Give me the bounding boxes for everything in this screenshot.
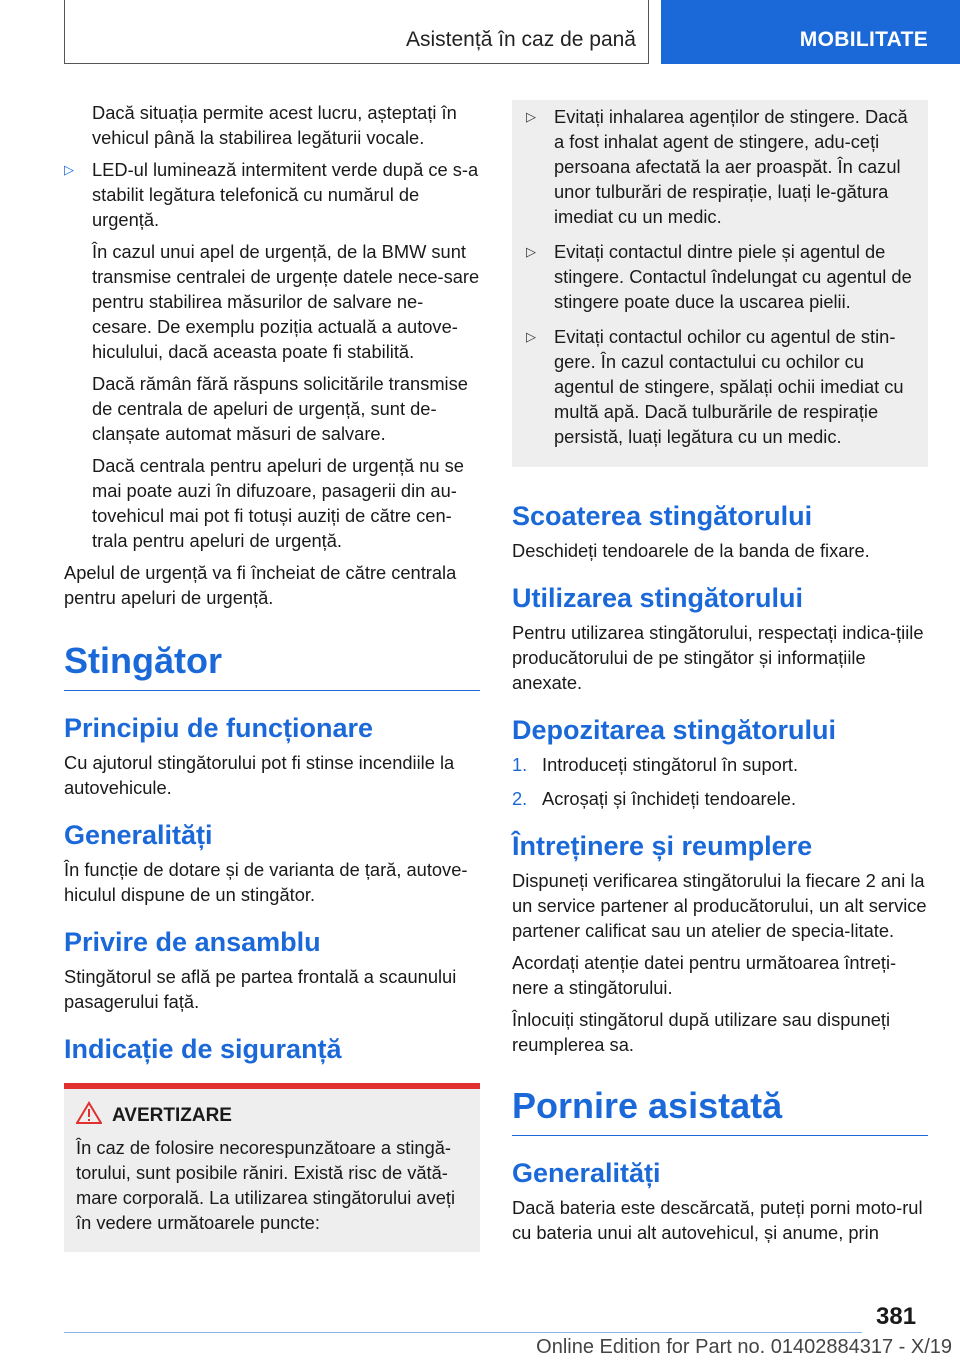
bullet-item bbox=[64, 157, 480, 232]
left-column bbox=[64, 100, 480, 1252]
step-text: Acroșați și închideți tendoarele. bbox=[542, 788, 797, 809]
paragraph: Dacă rămân fără răspuns solicitările transmise de centrala de apeluri de urgență, sunt de-clanșate automat măsuri de salvare. bbox=[92, 373, 468, 444]
triangle-bullet-icon: ▷ bbox=[526, 329, 536, 344]
paragraph: În cazul unui apel de urgență, de la BMW sunt transmise centralei de urgențe datele nece-sare pentru stabilirea măsurilor de salvare ne-cesare. De exemplu poziția actuală a autove-hiculului, dacă aceasta poate fi stabilită. bbox=[92, 241, 480, 362]
subheading-privire: Privire de ansamblu bbox=[64, 927, 321, 957]
header-section-box bbox=[64, 0, 649, 64]
warning-box-continued bbox=[512, 100, 928, 467]
warning-triangle-icon bbox=[76, 1101, 102, 1125]
paragraph: Stingătorul se află pe partea frontală a scaunului pasagerului față. bbox=[64, 966, 457, 1012]
paragraph: Cu ajutorul stingătorului pot fi stinse incendiile la autovehicule. bbox=[64, 752, 455, 798]
warning-title-text: AVERTIZARE bbox=[112, 1105, 232, 1126]
bullet-item bbox=[512, 239, 928, 314]
step-number: 1. bbox=[512, 754, 528, 775]
paragraph: Înlocuiți stingătorul după utilizare sau dispuneți reumplerea sa. bbox=[512, 1009, 891, 1055]
subheading-indicatie: Indicație de siguranță bbox=[64, 1034, 342, 1064]
subheading-generalitati-2: Generalități bbox=[512, 1158, 661, 1188]
step-number: 2. bbox=[512, 788, 528, 809]
header-chapter-tab bbox=[661, 0, 960, 64]
paragraph: Apelul de urgență va fi încheiat de către centrala pentru apeluri de urgență. bbox=[64, 562, 457, 608]
paragraph: Dispuneți verificarea stingătorului la fiecare 2 ani la un service partener al producătorului, un alt service partener calificat sau un atelier de specia-litate. bbox=[512, 870, 927, 941]
numbered-step bbox=[512, 786, 928, 811]
section-heading-stingator: Stingător bbox=[64, 640, 480, 691]
header-section-title: Asistență în caz de pană bbox=[406, 28, 636, 51]
footer-edition: Online Edition for Part no. 01402884317 - X/19 bbox=[536, 1336, 952, 1358]
step-text: Introduceți stingătorul în suport. bbox=[542, 754, 799, 775]
bullet-text: Evitați contactul ochilor cu agentul de stin-gere. În cazul contactului cu ochilor cu agentul de stingere, spălați ochii imediat cu multă apă. Dacă tulburările de respirație persistă, luați legătura cu un medic. bbox=[554, 326, 904, 447]
subheading-intretinere: Întreținere și reumplere bbox=[512, 831, 813, 861]
paragraph: Acordați atenție datei pentru următoarea întreți-nere a stingătorului. bbox=[512, 952, 897, 998]
subheading-depozitarea: Depozitarea stingătorului bbox=[512, 715, 837, 745]
header-chapter-title: MOBILITATE bbox=[799, 28, 928, 51]
warning-text: În caz de folosire necorespunzătoare a stingă-torului, sunt posibile răniri. Există risc de vătă-mare corporală. La utilizarea stingătorului aveți în vedere următoarele puncte: bbox=[76, 1137, 456, 1233]
paragraph: Dacă bateria este descărcată, puteți porni moto-rul cu bateria unui alt autovehicul, și anume, prin bbox=[512, 1197, 923, 1243]
footer-divider bbox=[64, 1332, 862, 1333]
bullet-text: Evitați contactul dintre piele și agentul de stingere. Contactul îndelungat cu agentul de stingere poate duce la uscarea pielii. bbox=[554, 241, 912, 312]
numbered-step bbox=[512, 752, 928, 777]
page-number: 381 bbox=[876, 1303, 917, 1330]
right-column bbox=[512, 100, 928, 1252]
subheading-utilizarea: Utilizarea stingătorului bbox=[512, 583, 804, 613]
triangle-bullet-icon: ▷ bbox=[526, 244, 536, 259]
triangle-bullet-icon: ▷ bbox=[526, 109, 536, 124]
bullet-text: Evitați inhalarea agenților de stingere. Dacă a fost inhalat agent de stingere, adu-ceți persoana afectată la aer proaspăt. În cazul unor tulburări de respirație, luați le-gătura imediat cu un medic. bbox=[554, 106, 908, 227]
paragraph: Dacă situația permite acest lucru, așteptați în vehicul până la stabilirea legăturii vocale. bbox=[92, 102, 457, 148]
paragraph: Dacă centrala pentru apeluri de urgență nu se mai poate auzi în difuzoare, pasagerii din au-tovehicul mai pot fi totuși auziți de către cen-trala pentru apeluri de urgență. bbox=[92, 455, 464, 551]
paragraph: În funcție de dotare și de varianta de țară, autove-hiculul dispune de un stingător. bbox=[64, 859, 468, 905]
subheading-generalitati: Generalități bbox=[64, 820, 213, 850]
warning-box bbox=[64, 1083, 480, 1252]
paragraph: Pentru utilizarea stingătorului, respectați indica-țiile producătorului de pe stingător și informațiile anexate. bbox=[512, 622, 924, 693]
subheading-principiu: Principiu de funcționare bbox=[64, 713, 374, 743]
bullet-text: LED-ul luminează intermitent verde după ce s-a stabilit legătura telefonică cu numărul de urgență. bbox=[92, 159, 479, 230]
bullet-item bbox=[512, 324, 928, 449]
bullet-item bbox=[512, 104, 928, 229]
paragraph: Deschideți tendoarele de la banda de fixare. bbox=[512, 540, 870, 561]
triangle-bullet-icon: ▷ bbox=[64, 162, 74, 177]
section-heading-pornire: Pornire asistată bbox=[512, 1085, 928, 1136]
warning-title bbox=[112, 1105, 468, 1127]
subheading-scoaterea: Scoaterea stingătorului bbox=[512, 501, 813, 531]
